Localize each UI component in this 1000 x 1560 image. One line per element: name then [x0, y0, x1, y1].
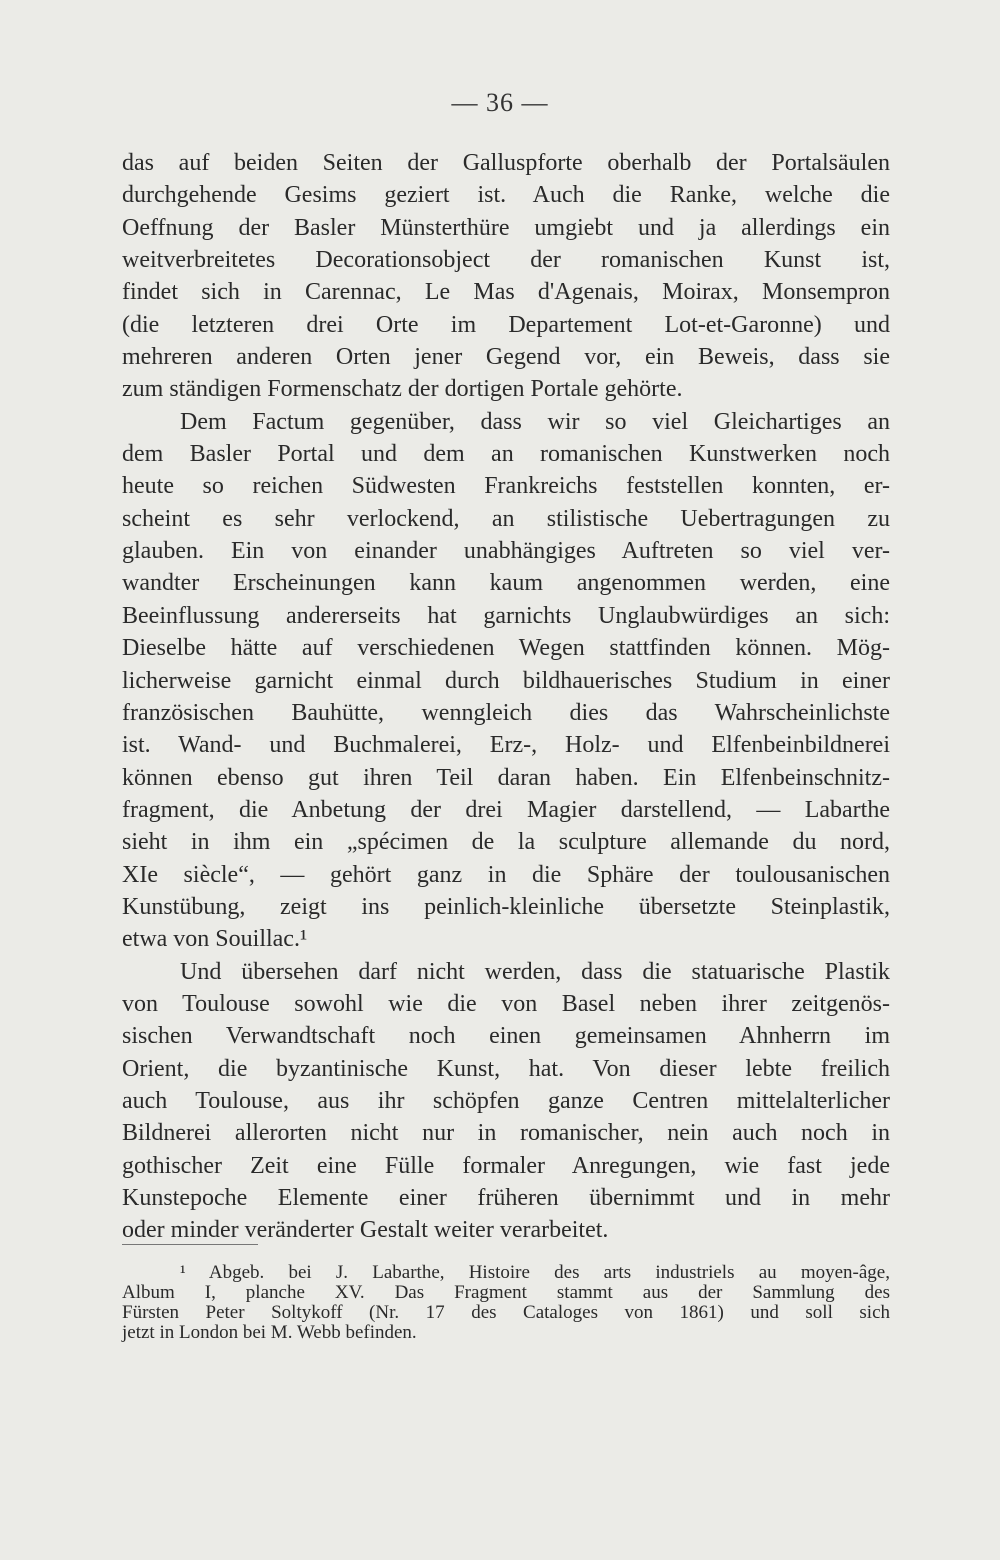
- text-line: weitverbreitetes Decorationsobject der romanischen Kunst ist,: [122, 247, 890, 274]
- text-line: französischen Bauhütte, wenngleich dies das Wahrscheinlichste: [122, 699, 890, 726]
- text-line: können ebenso gut ihren Teil daran haben. Ein Elfenbeinschnitz-: [122, 764, 890, 791]
- text-line: Bildnerei allerorten nicht nur in romanischer, nein auch noch in: [122, 1120, 890, 1147]
- footnote-line: Fürsten Peter Soltykoff (Nr. 17 des Cataloges von 1861) und soll sich: [122, 1302, 890, 1323]
- text-line: das auf beiden Seiten der Galluspforte oberhalb der Portalsäulen: [122, 150, 890, 176]
- text-line: glauben. Ein von einander unabhängiges Auftreten so viel ver-: [122, 538, 890, 565]
- text-line: ist. Wand- und Buchmalerei, Erz-, Holz- und Elfenbeinbildnerei: [122, 732, 890, 759]
- text-line: mehreren anderen Orten jener Gegend vor, ein Beweis, dass sie: [122, 344, 890, 371]
- footnote-line: ¹ Abgeb. bei J. Labarthe, Histoire des arts industriels au moyen-âge,: [180, 1262, 890, 1283]
- text-line: etwa von Souillac.¹: [122, 926, 308, 953]
- text-line: wandter Erscheinungen kann kaum angenommen werden, eine: [122, 570, 890, 597]
- footnote-line: Album I, planche XV. Das Fragment stammt aus der Sammlung des: [122, 1282, 890, 1303]
- text-line: heute so reichen Südwesten Frankreichs feststellen konnten, er-: [122, 473, 890, 500]
- text-line: Oeffnung der Basler Münsterthüre umgiebt und ja allerdings ein: [122, 214, 890, 241]
- body-text: [122, 147, 890, 1247]
- text-line: (die letzteren drei Orte im Departement Lot-et-Garonne) und: [122, 311, 890, 338]
- text-line: scheint es sehr verlockend, an stilistische Uebertragungen zu: [122, 505, 890, 532]
- text-line: XIe siècle“, — gehört ganz in die Sphäre der toulousanischen: [122, 861, 890, 888]
- footnotes: [122, 1263, 890, 1343]
- text-line: sieht in ihm ein „spécimen de la sculpture allemande du nord,: [122, 829, 890, 856]
- text-line: Dieselbe hätte auf verschiedenen Wegen stattfinden können. Mög-: [122, 635, 890, 662]
- text-line: sischen Verwandtschaft noch einen gemeinsamen Ahnherrn im: [122, 1023, 890, 1050]
- text-line: findet sich in Carennac, Le Mas d'Agenais, Moirax, Monsempron: [122, 279, 890, 306]
- text-line: zum ständigen Formenschatz der dortigen Portale gehörte.: [122, 376, 683, 403]
- text-line: von Toulouse sowohl wie die von Basel neben ihrer zeitgenös-: [122, 990, 890, 1017]
- footnote-line: jetzt in London bei M. Webb befinden.: [122, 1322, 417, 1343]
- text-line: Beeinflussung andererseits hat garnichts Unglaubwürdiges an sich:: [122, 602, 890, 629]
- text-line: Orient, die byzantinische Kunst, hat. Von dieser lebte freilich: [122, 1055, 890, 1082]
- footnote-divider: [122, 1244, 258, 1245]
- text-line: licherweise garnicht einmal durch bildhauerisches Studium in einer: [122, 667, 890, 694]
- text-line: Kunstepoche Elemente einer früheren übernimmt und in mehr: [122, 1185, 890, 1211]
- text-line: Kunstübung, zeigt ins peinlich-kleinliche übersetzte Steinplastik,: [122, 893, 890, 920]
- text-line: auch Toulouse, aus ihr schöpfen ganze Centren mittelalterlicher: [122, 1087, 890, 1114]
- text-line: fragment, die Anbetung der drei Magier darstellend, — Labarthe: [122, 796, 890, 823]
- text-line: gothischer Zeit eine Fülle formaler Anregungen, wie fast jede: [122, 1152, 890, 1179]
- text-line: dem Basler Portal und dem an romanischen Kunstwerken noch: [122, 441, 890, 468]
- page-number: — 36 —: [451, 88, 549, 117]
- text-line: Und übersehen darf nicht werden, dass die statuarische Plastik: [180, 958, 890, 985]
- text-line: Dem Factum gegenüber, dass wir so viel Gleichartiges an: [180, 408, 890, 435]
- text-line: durchgehende Gesims geziert ist. Auch die Ranke, welche die: [122, 182, 890, 209]
- text-line: oder minder veränderter Gestalt weiter verarbeitet.: [122, 1217, 609, 1244]
